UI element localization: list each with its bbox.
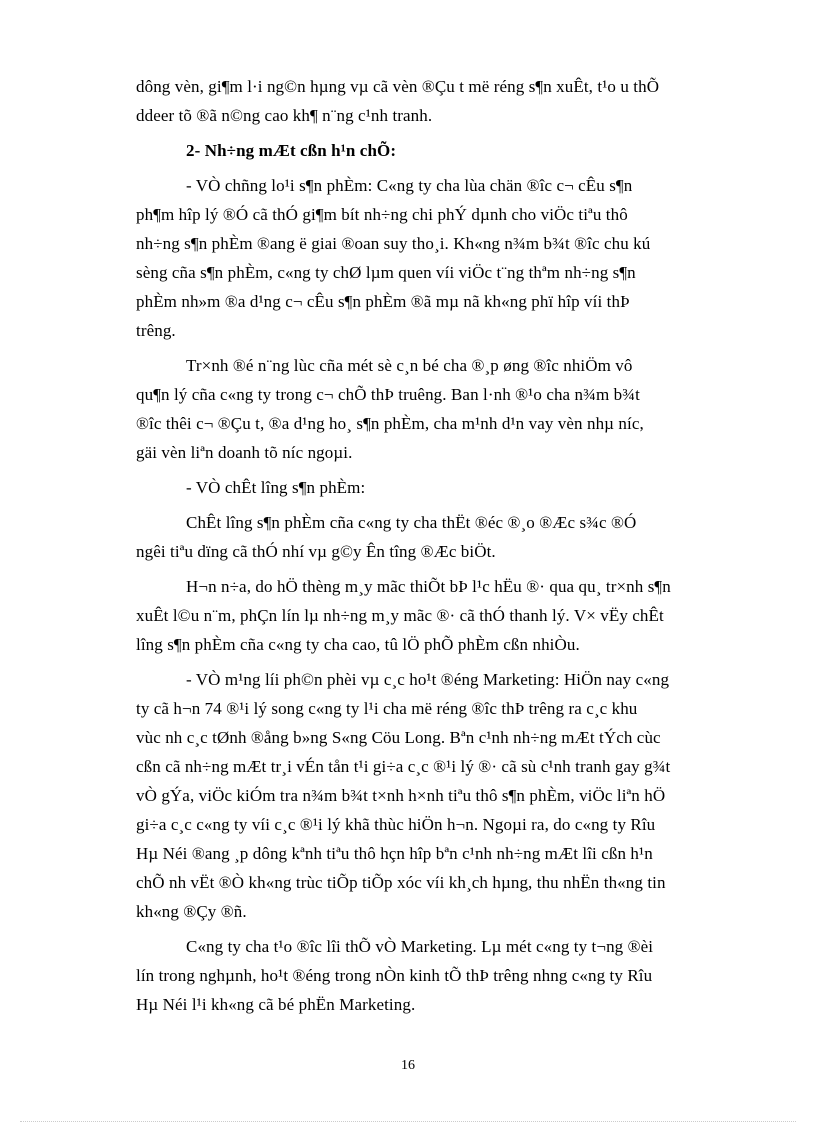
text-line: gäi vèn liªn doanh tõ níc ngoµi. — [136, 443, 353, 462]
text-line: C«ng ty cha t¹o ®îc lîi thÕ vÒ Marketing. Lµ mét c«ng ty t¬ng ®èi — [186, 937, 654, 956]
text-line: - VÒ m¹ng líi ph©n phèi vµ c¸c ho¹t ®éng Marketing: HiÖn nay c«ng — [186, 670, 670, 689]
page-bottom-divider — [20, 1121, 796, 1122]
document-body — [136, 72, 740, 1019]
text-line: Hµ Néi l¹i kh«ng cã bé phËn Marketing. — [136, 995, 416, 1014]
text-line: Tr×nh ®é n¨ng lùc cña mét sè c¸n bé cha ®¸p øng ®îc nhiÖm vô — [186, 356, 633, 375]
page-number: 16 — [401, 1058, 415, 1073]
text-line: phÈm nh»m ®a d¹ng c¬ cÊu s¶n phÈm ®ã mµ nã kh«ng phï hîp víi thÞ — [136, 292, 630, 311]
text-line: trêng. — [136, 321, 176, 340]
text-line: Hµ Néi ®ang ¸p dông kªnh tiªu thô hçn hîp bªn c¹nh nh÷ng mÆt lîi cßn h¹n — [136, 844, 653, 863]
section-heading: 2- Nh÷ng mÆt cßn h¹n chÕ: — [186, 141, 397, 160]
text-line: dông vèn, gi¶m l·i ng©n hµng vµ cã vèn ®Çu t më réng s¶n xuÊt, t¹o u thÕ — [136, 77, 660, 96]
text-line: ty cã h¬n 74 ®¹i lý song c«ng ty l¹i cha më réng ®îc thÞ trêng ra c¸c khu — [136, 699, 638, 718]
text-line: vÒ gÝa, viÖc kiÓm tra n¾m b¾t t×nh h×nh tiªu thô s¶n phÈm, viÖc liªn hÖ — [136, 786, 666, 805]
text-line: cßn cã nh÷ng mÆt tr¸i vÉn tån t¹i gi÷a c¸c ®¹i lý ®· cã sù c¹nh tranh gay g¾t — [136, 757, 671, 776]
text-line: H¬n n÷a, do hÖ thèng m¸y mãc thiÕt bÞ l¹c hËu ®· qua qu¸ tr×nh s¶n — [186, 577, 671, 596]
text-line: lîng s¶n phÈm cña c«ng ty cha cao, tû lÖ phÕ phÈm cßn nhiÒu. — [136, 635, 580, 654]
text-line: sèng cña s¶n phÈm, c«ng ty chØ lµm quen víi viÖc t¨ng thªm nh÷ng s¶n — [136, 263, 636, 282]
text-line: chÕ nh vËt ®Ò kh«ng trùc tiÕp tiÕp xóc víi kh¸ch hµng, thu nhËn th«ng tin — [136, 873, 666, 892]
text-line: xuÊt l©u n¨m, phÇn lín lµ nh÷ng m¸y mãc ®· cã thÓ thanh lý. V× vËy chÊt — [136, 606, 664, 625]
text-line: qu¶n lý cña c«ng ty trong c¬ chÕ thÞ truêng. Ban l·nh ®¹o cha n¾m b¾t — [136, 385, 640, 404]
text-line: lín trong nghµnh, ho¹t ®éng trong nÒn kinh tÕ thÞ trêng nhng c«ng ty Rîu — [136, 966, 653, 985]
text-line: ddeer tõ ®ã n©ng cao kh¶ n¨ng c¹nh tranh. — [136, 106, 433, 125]
text-line: - VÒ chñng lo¹i s¶n phÈm: C«ng ty cha lùa chän ®îc c¬ cÊu s¶n — [186, 176, 633, 195]
text-line: kh«ng ®Çy ®ñ. — [136, 902, 247, 921]
text-line: ®îc thêi c¬ ®Çu t, ®a d¹ng ho¸ s¶n phÈm, cha m¹nh d¹n vay vèn nhµ níc, — [136, 414, 644, 433]
text-line: ngêi tiªu dïng cã thÓ nhí vµ g©y Ên tîng ®Æc biÖt. — [136, 542, 496, 561]
text-line: nh÷ng s¶n phÈm ®ang ë giai ®oan suy tho¸i. Kh«ng n¾m b¾t ®îc chu kú — [136, 234, 651, 253]
text-line: ph¶m hîp lý ®Ó cã thÓ gi¶m bít nh÷ng chi phÝ dµnh cho viÖc tiªu thô — [136, 205, 628, 224]
text-line: gi÷a c¸c c«ng ty víi c¸c ®¹i lý khã thùc hiÖn h¬n. Ngoµi ra, do c«ng ty Rîu — [136, 815, 656, 834]
text-line: ChÊt lîng s¶n phÈm cña c«ng ty cha thËt ®éc ®¸o ®Æc s¾c ®Ó — [186, 513, 637, 532]
text-line: - VÒ chÊt lîng s¶n phÈm: — [186, 478, 366, 497]
text-line: vùc nh c¸c tØnh ®ång b»ng S«ng Cöu Long. Bªn c¹nh nh÷ng mÆt tÝch cùc — [136, 728, 661, 747]
